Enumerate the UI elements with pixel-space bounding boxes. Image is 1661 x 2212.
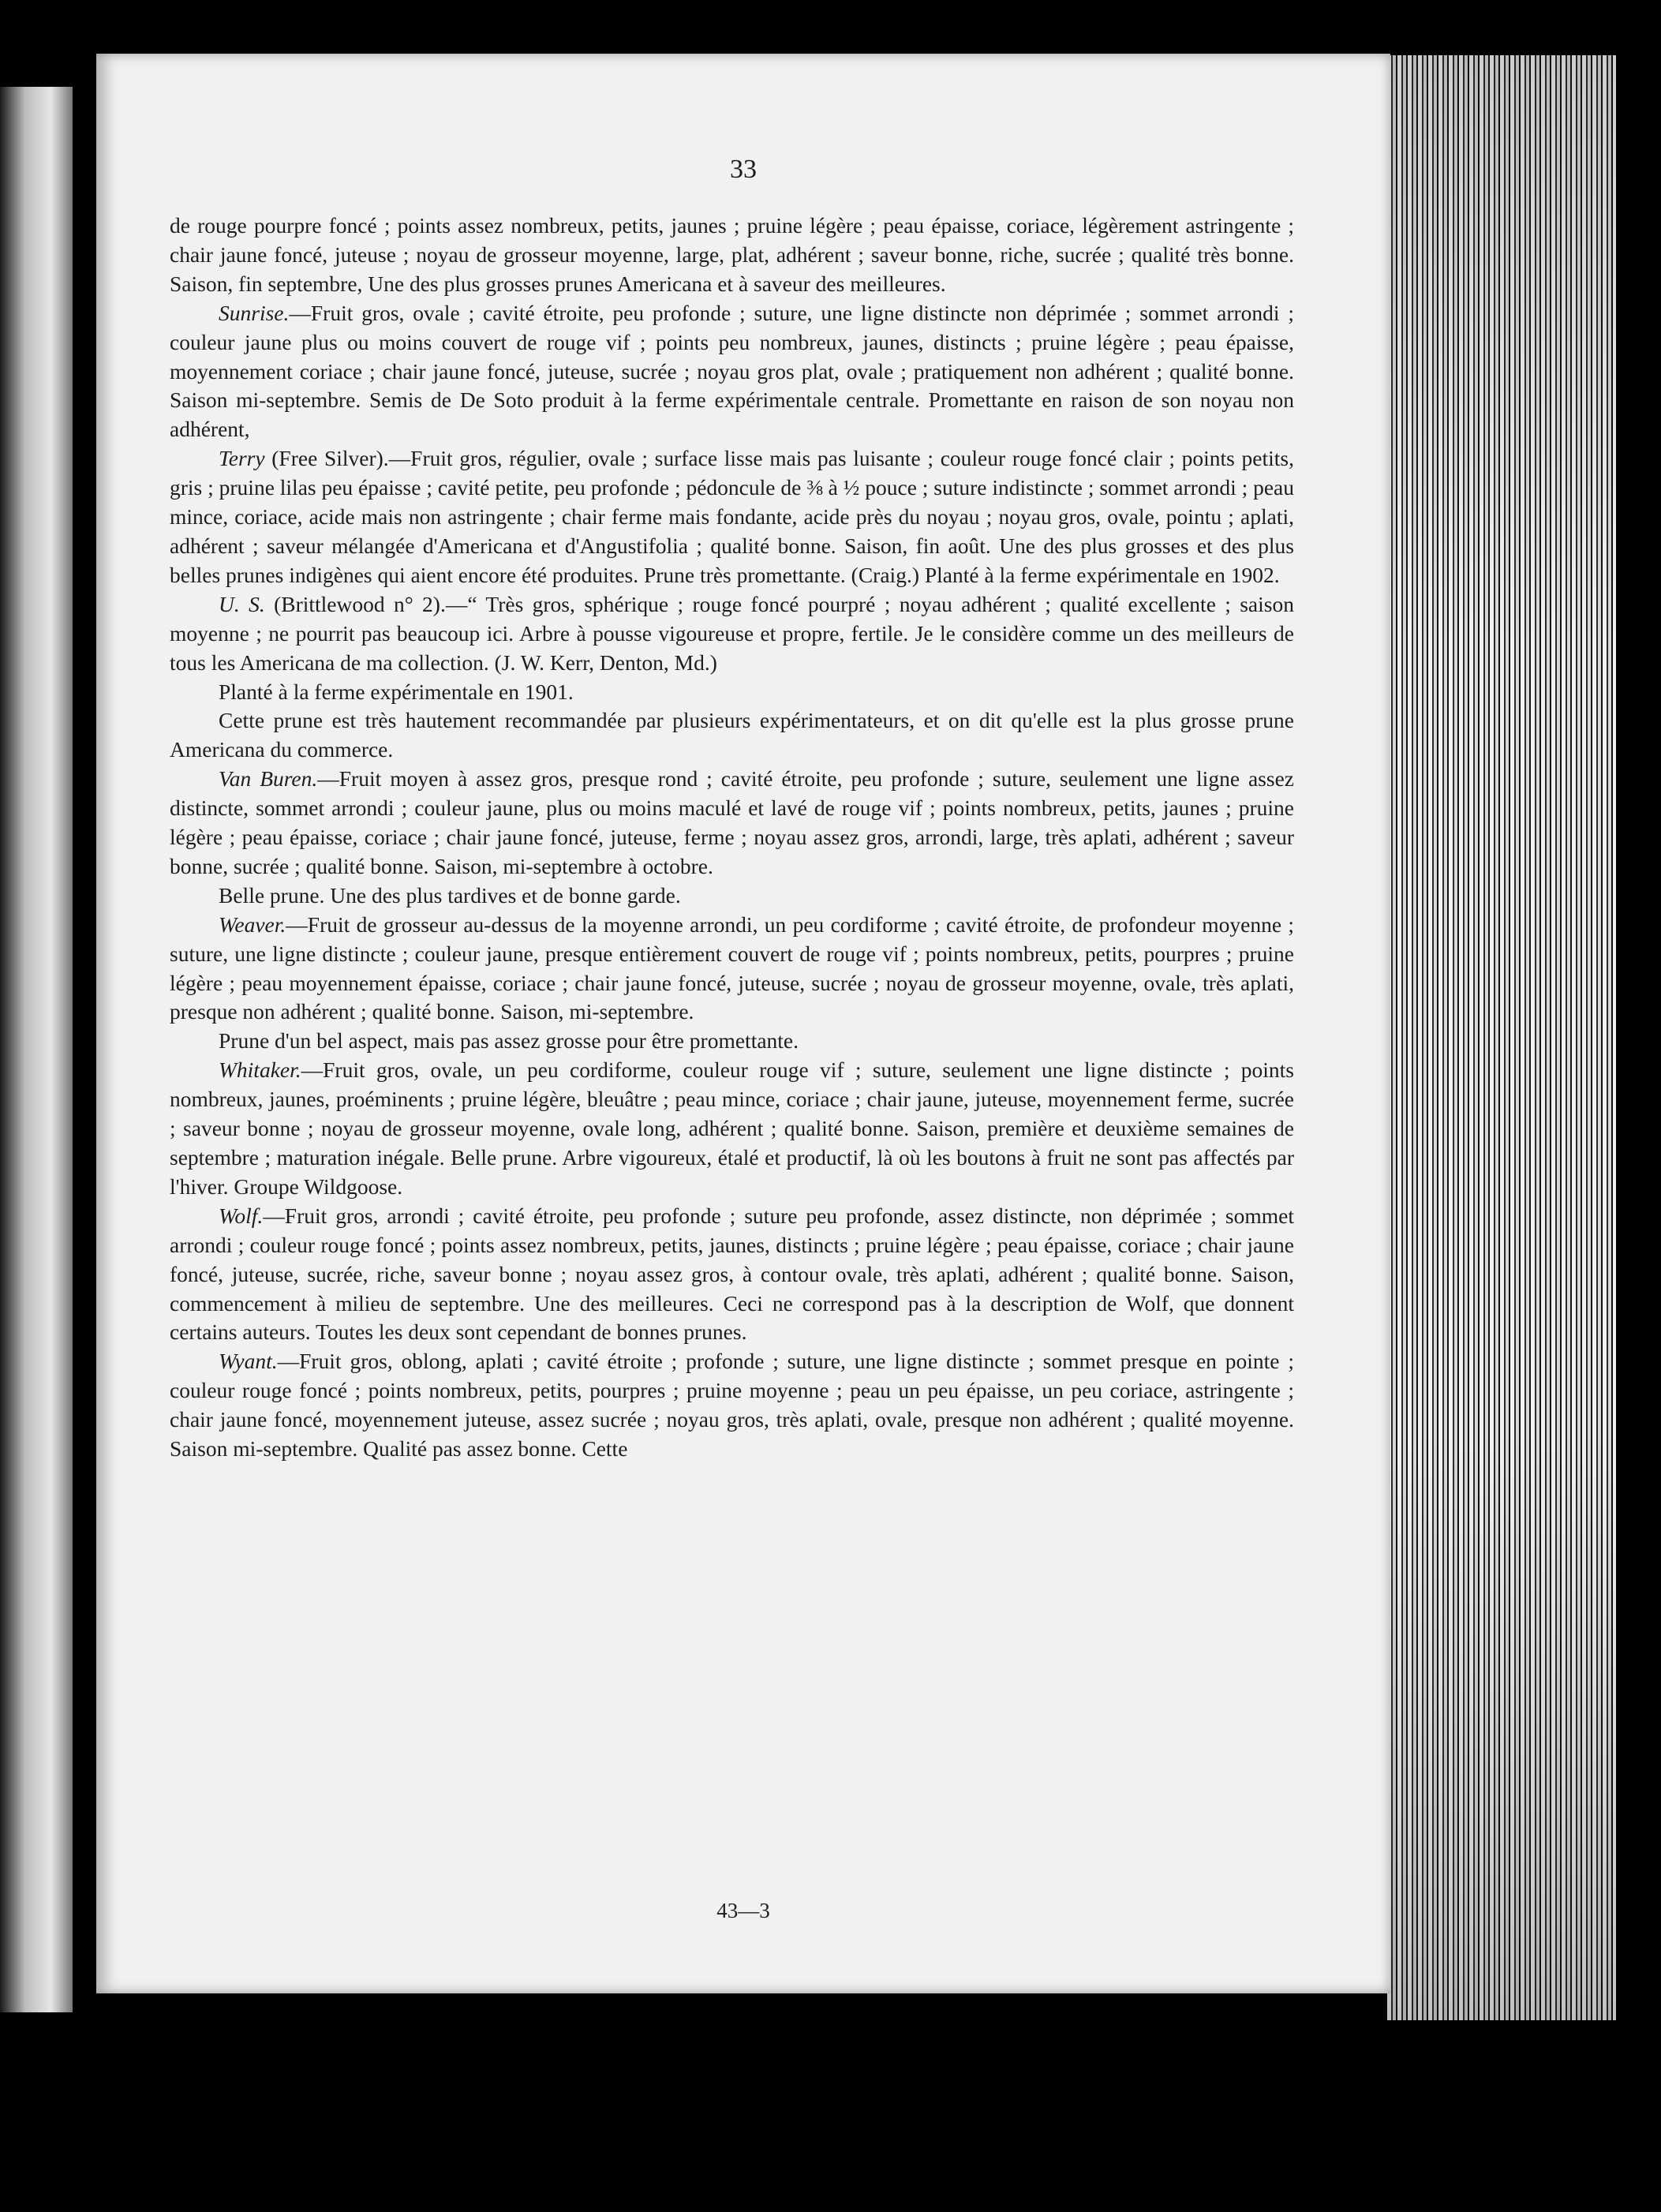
paragraph-text: (Brittlewood n° 2).—“ Très gros, sphérique ; rouge foncé pourpré ; noyau adhérent ; qualité excellente ; saison moyenne ; ne pourrit pas beaucoup ici. Arbre à pousse vigoureuse et propre, fertile. Je le considère comme un des meilleurs de tous les Americana de ma collection. (J. W. Kerr, Denton, Md.) bbox=[170, 591, 1294, 675]
paragraph-text: (Free Silver).—Fruit gros, régulier, ovale ; surface lisse mais pas luisante ; couleur rouge foncé clair ; points petits, gris ; pruine lilas peu épaisse ; cavité petite, peu profonde ; pédoncule de ⅜ à ½ pouce ; suture indistincte ; sommet arrondi ; peau mince, coriace, acide mais non astringente ; chair ferme mais fondante, acide près du noyau ; noyau gros, ovale, pointu ; aplati, adhérent ; saveur mélangée d'Americana et d'Angustifolia ; qualité bonne. Saison, fin août. Une des plus grosses et des plus belles prunes indigènes qui aient encore été produites. Prune très promettante. (Craig.) Planté à la ferme expérimentale en 1902. bbox=[170, 446, 1295, 587]
paragraph-us bbox=[170, 590, 1294, 678]
paragraph-bel-aspect bbox=[170, 1027, 1294, 1056]
paragraph-text: —Fruit gros, ovale ; cavité étroite, peu profonde ; suture, une ligne distincte non déprimée ; sommet arrondi ; couleur jaune plus ou moins couvert de rouge vif ; points peu nombreux, jaunes, distincts ; pruine légère ; peau épaisse, moyennement coriace ; chair jaune foncé, juteuse, sucrée ; noyau gros plat, ovale ; pratiquement non adhérent ; qualité bonne. Saison mi-septembre. Semis de De Soto produit à la ferme expérimentale centrale. Promettante en raison de son noyau non adhérent, bbox=[170, 300, 1294, 442]
paragraph-weaver bbox=[170, 911, 1294, 1027]
variety-name: Whitaker. bbox=[219, 1057, 301, 1083]
paragraph-van-buren bbox=[170, 765, 1294, 881]
variety-name: Van Buren. bbox=[219, 766, 318, 792]
paragraph-text: —Fruit moyen à assez gros, presque rond ; cavité étroite, peu profonde ; suture, seulement une ligne assez distincte, sommet arrondi ; couleur jaune, plus ou moins maculé et lavé de rouge vif ; points nombreux, petits, jaunes ; pruine légère ; peau épaisse, coriace ; chair jaune foncé, juteuse, ferme ; noyau assez gros, arrondi, large, très aplati, adhérent ; saveur bonne, sucrée ; qualité bonne. Saison, mi-septembre à octobre. bbox=[170, 766, 1294, 878]
previous-page-edge bbox=[0, 87, 73, 2012]
paragraph-wyant bbox=[170, 1347, 1294, 1464]
paragraph-planted-1901 bbox=[170, 678, 1294, 707]
book-page bbox=[96, 54, 1390, 1993]
paragraph-text: —Fruit gros, arrondi ; cavité étroite, peu profonde ; suture peu profonde, assez distincte, non déprimée ; sommet arrondi ; couleur rouge foncé ; points assez nombreux, petits, jaunes, distincts ; pruine légère ; peau épaisse, coriace ; chair jaune foncé, juteuse, sucrée, riche, saveur bonne ; noyau assez gros, à contour ovale, très aplati, adhérent ; qualité bonne. Saison, commencement à milieu de septembre. Une des meilleures. Ceci ne correspond pas à la description de Wolf, que donnent certains auteurs. Toutes les deux sont cependant de bonnes prunes. bbox=[170, 1203, 1294, 1345]
paragraph-recommendation bbox=[170, 706, 1294, 765]
paragraph-text: —Fruit gros, oblong, aplati ; cavité étroite ; profonde ; suture, une ligne distincte ; sommet presque en pointe ; couleur rouge foncé ; points nombreux, petits, pourpres ; pruine moyenne ; peau un peu épaisse, un peu coriace, astringente ; chair jaune foncé, moyennement juteuse, assez sucrée ; noyau gros, très aplati, ovale, presque non adhérent ; qualité moyenne. Saison mi-septembre. Qualité pas assez bonne. Cette bbox=[170, 1349, 1294, 1462]
variety-name: U. S. bbox=[219, 591, 265, 616]
paragraph-text: Belle prune. Une des plus tardives et de bonne garde. bbox=[219, 882, 681, 908]
paragraph-text: Cette prune est très hautement recommandée par plusieurs expérimentateurs, et on dit qu'elle est la plus grosse prune Americana du commerce. bbox=[170, 708, 1294, 762]
paragraph-text: Prune d'un bel aspect, mais pas assez grosse pour être promettante. bbox=[219, 1028, 799, 1054]
signature-mark: 43—3 bbox=[716, 1899, 770, 1922]
page-number: 33 bbox=[730, 155, 757, 184]
paragraph-text: de rouge pourpre foncé ; points assez nombreux, petits, jaunes ; pruine légère ; peau épaisse, coriace, légèrement astringente ; chair jaune foncé, juteuse ; noyau de grosseur moyenne, large, plat, adhérent ; saveur bonne, riche, sucrée ; qualité très bonne. Saison, fin septembre, Une des plus grosses prunes Americana et à saveur des meilleures. bbox=[170, 213, 1294, 296]
page-edges-shading bbox=[1387, 55, 1616, 2020]
paragraph-terry bbox=[170, 444, 1294, 590]
paragraph-1 bbox=[170, 211, 1294, 299]
variety-name: Weaver. bbox=[219, 911, 286, 937]
paragraph-wolf bbox=[170, 1202, 1294, 1348]
paragraph-text: Planté à la ferme expérimentale en 1901. bbox=[219, 679, 574, 704]
paragraph-sunrise bbox=[170, 299, 1294, 445]
page-body-text bbox=[170, 211, 1294, 1464]
paragraph-text: —Fruit de grosseur au-dessus de la moyenne arrondi, un peu cordiforme ; cavité étroite, de profondeur moyenne ; suture, une ligne distincte ; couleur jaune, presque entièrement couvert de rouge vif ; points nombreux, petits, pourpres ; pruine légère ; peau moyennement épaisse, coriace ; chair jaune foncé, juteuse, sucrée ; noyau de grosseur moyenne, ovale, très aplati, presque non adhérent ; qualité bonne. Saison, mi-septembre. bbox=[170, 911, 1294, 1024]
paragraph-whitaker bbox=[170, 1056, 1294, 1202]
paragraph-text: —Fruit gros, ovale, un peu cordiforme, couleur rouge vif ; suture, seulement une ligne distincte ; points nombreux, jaunes, proéminents ; pruine légère, bleuâtre ; peau mince, coriace ; chair jaune, juteuse, moyennement ferme, sucrée ; saveur bonne ; noyau de grosseur moyenne, ovale long, adhérent ; qualité bonne. Saison, première et deuxième semaines de septembre ; maturation inégale. Belle prune. Arbre vigoureux, étalé et productif, là où les boutons à fruit ne sont pas affectés par l'hiver. Groupe Wildgoose. bbox=[170, 1057, 1294, 1199]
paragraph-belle-prune bbox=[170, 881, 1294, 911]
variety-name: Wyant. bbox=[219, 1349, 278, 1374]
variety-name: Sunrise. bbox=[219, 300, 290, 325]
variety-name: Terry bbox=[219, 446, 265, 471]
variety-name: Wolf. bbox=[219, 1203, 264, 1228]
